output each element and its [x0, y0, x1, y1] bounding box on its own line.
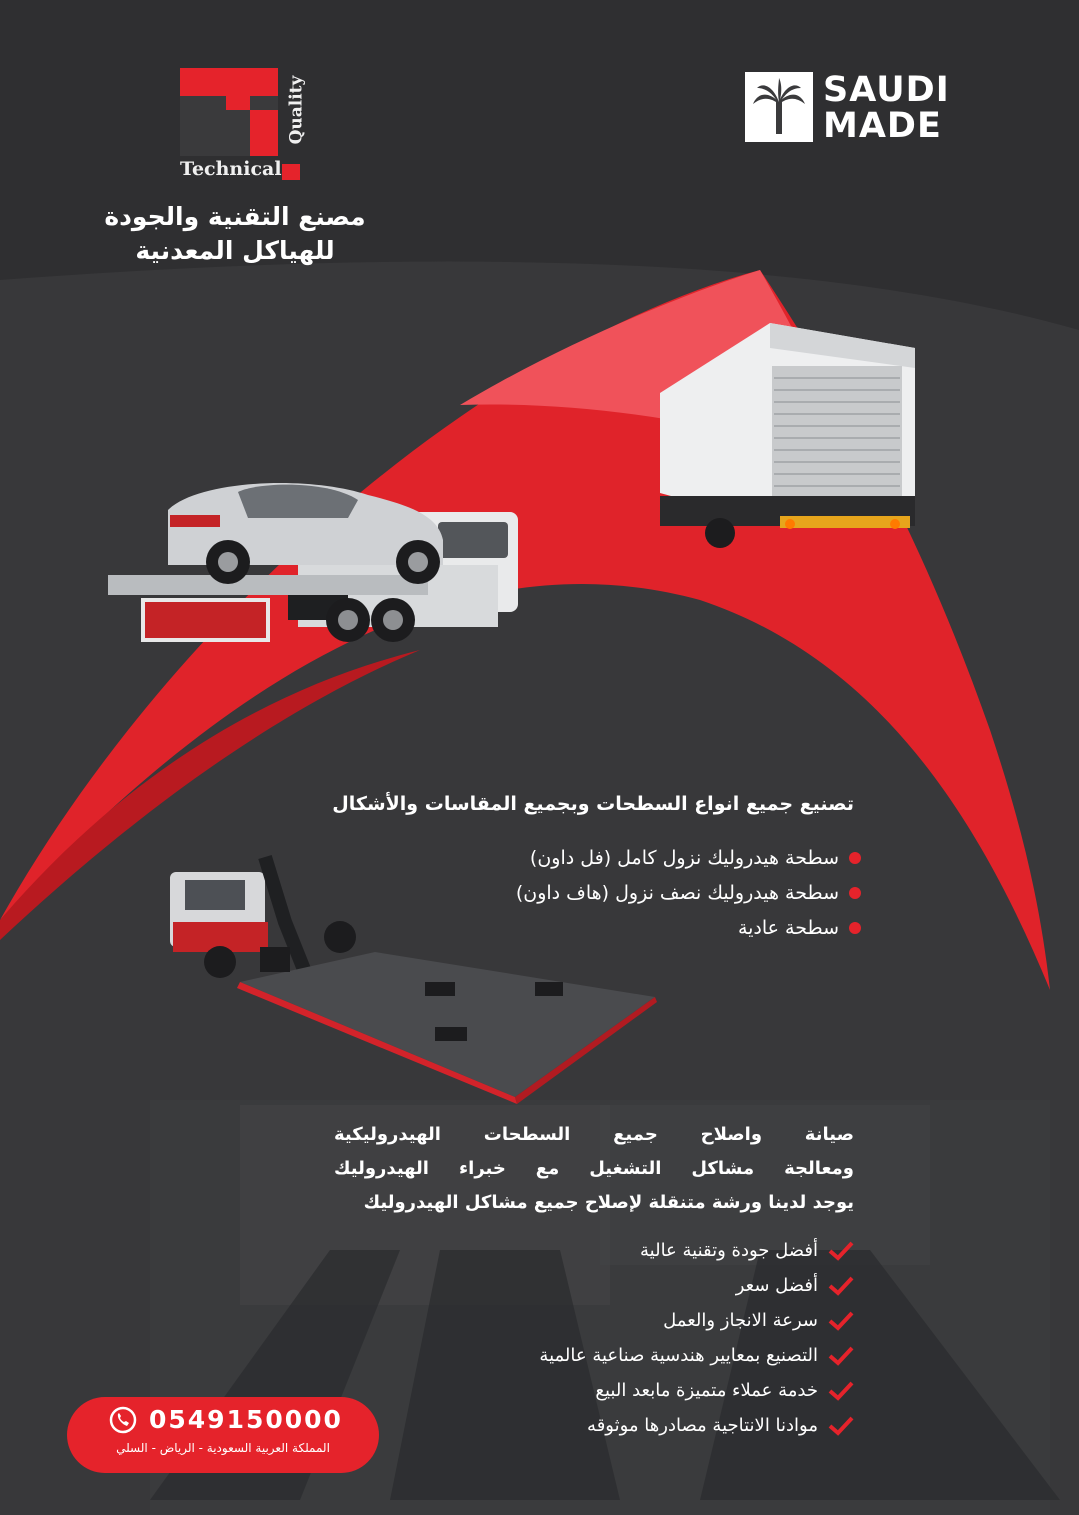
saudi-made-box [745, 72, 813, 142]
maintenance-line3: يوجد لدينا ورشة متنقلة لإصلاح جميع مشاكل الهيدروليك [363, 1192, 854, 1213]
list-item-label: أفضل جودة وتقنية عالية [640, 1240, 818, 1261]
maintenance-text [334, 1118, 854, 1220]
list-item [539, 1338, 854, 1373]
saudi-made-logo [745, 72, 955, 144]
list-item [516, 840, 861, 875]
list-item-label: خدمة عملاء متميزة مابعد البيع [595, 1380, 818, 1401]
list-item-label: موادنا الانتاجية مصادرها موثوقه [587, 1415, 818, 1436]
checkmark-icon [828, 1381, 854, 1401]
list-item-label: التصنيع بمعايير هندسية صناعية عالمية [539, 1345, 818, 1366]
list-item [539, 1373, 854, 1408]
factory-name-line2: للهياكل المعدنية [135, 236, 335, 265]
saudi-made-line2: MADE [823, 106, 942, 146]
list-item-label: سطحة هيدروليك نزول كامل (فل داون) [529, 846, 839, 869]
checkmark-icon [828, 1241, 854, 1261]
factory-name [100, 200, 370, 268]
maintenance-line2: ومعالجة مشاكل التشغيل مع خبراء الهيدروليك [334, 1158, 854, 1179]
list-item [539, 1233, 854, 1268]
phone-icon[interactable] [109, 1406, 137, 1434]
factory-name-line1: مصنع التقنية والجودة [104, 202, 366, 231]
checkmark-icon [828, 1311, 854, 1331]
list-item-label: سطحة هيدروليك نصف نزول (هاف داون) [515, 881, 839, 904]
phone-number[interactable]: 0549150000 [149, 1405, 343, 1434]
saudi-made-line1: SAUDI [823, 70, 950, 110]
flatbed-tow-truck-with-car-photo [108, 470, 528, 665]
bullet-dot-icon [849, 852, 861, 864]
list-item-label: سطحة عادية [737, 916, 839, 939]
maintenance-line1: صيانة واصلاح جميع السطحات الهيدروليكية [334, 1124, 854, 1145]
checkmark-icon [828, 1346, 854, 1366]
address-text: المملكة العربية السعودية - الرياض - السلي [116, 1441, 330, 1455]
bullet-dot-icon [849, 922, 861, 934]
checkmark-icon [828, 1416, 854, 1436]
logo-word-quality: Quality [286, 75, 307, 145]
bullet-dot-icon [849, 887, 861, 899]
list-item-label: سرعة الانجاز والعمل [663, 1310, 818, 1331]
list-item [516, 875, 861, 910]
bed-types-list [516, 840, 861, 945]
checkmark-icon [828, 1276, 854, 1296]
list-item-label: أفضل سعر [735, 1275, 818, 1296]
features-list [539, 1233, 854, 1443]
contact-badge [67, 1397, 379, 1473]
list-item [539, 1303, 854, 1338]
list-item [539, 1268, 854, 1303]
shutter-box-truck-photo [650, 318, 920, 553]
logo-word-technical: Technical [180, 158, 282, 180]
list-item [539, 1408, 854, 1443]
palm-tree-icon [745, 72, 813, 142]
list-item [516, 910, 861, 945]
manufacturing-heading: تصنيع جميع انواع السطحات وبجميع المقاسات والأشكال [332, 793, 854, 815]
saudi-made-text [823, 72, 950, 144]
